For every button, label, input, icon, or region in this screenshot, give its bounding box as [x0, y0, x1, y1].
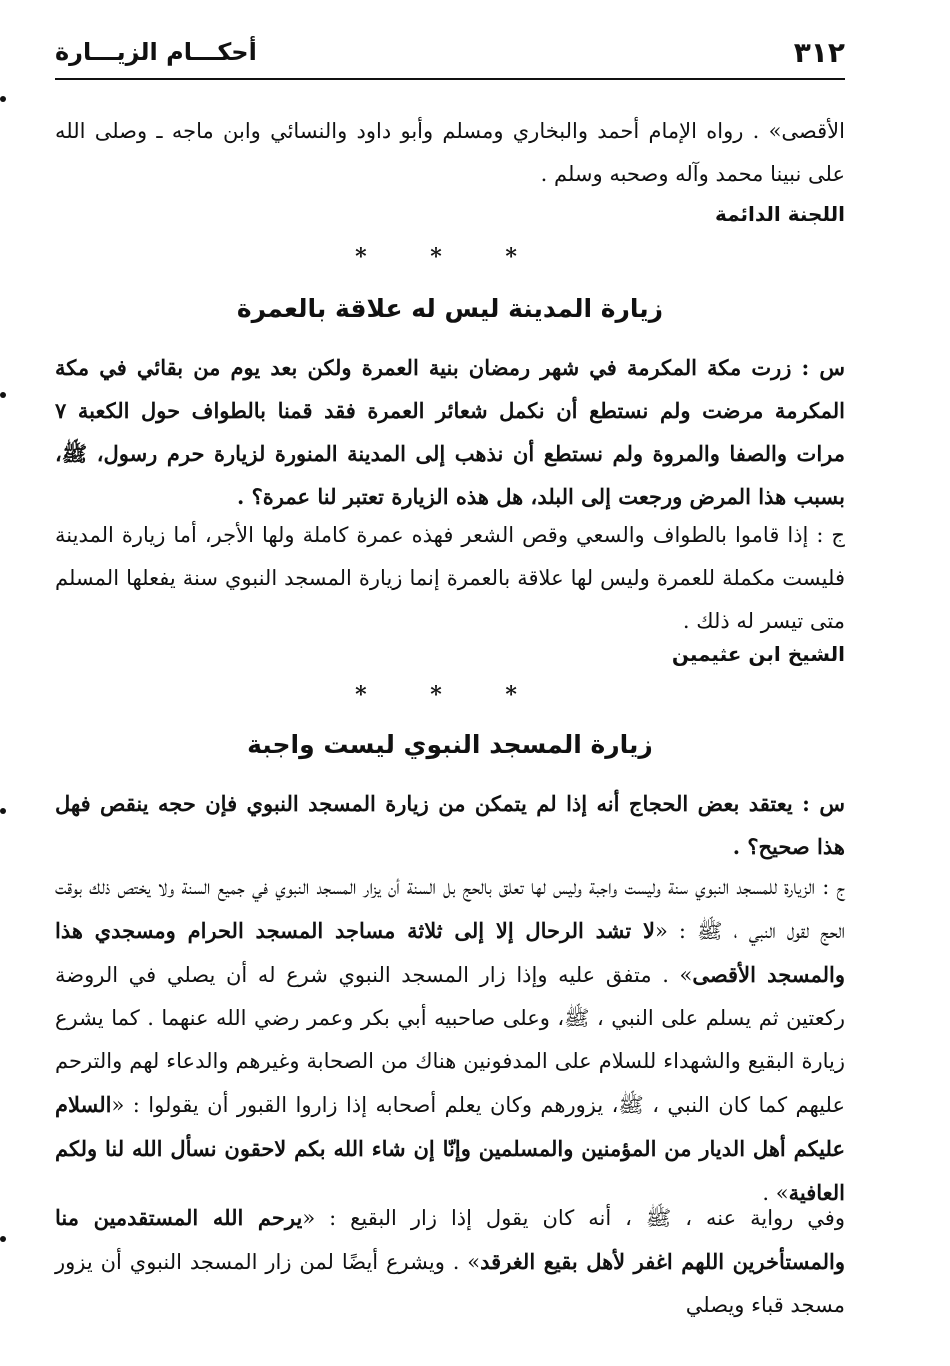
- answer-paragraph: [55, 866, 845, 1215]
- page-header: [55, 36, 845, 74]
- answer-paragraph: ج : إذا قاموا بالطواف والسعي وقص الشعر فهذه عمرة كاملة ولها الأجر، أما زيارة المدينة فليست مكملة للعمرة وليس لها علاقة بالعمرة إنما زيارة المسجد النبوي سنة يفعلها المسلم متى تيسر له ذلك .: [55, 523, 845, 633]
- narration-text: » . ويشرع أيضًا لمن زار المسجد النبوي أن يزور مسجد قباء ويصلي: [55, 1250, 845, 1317]
- hadith-quote: يرحم الله المستقدمين منا والمستأخرين اللهم اغفر لأهل بقيع الغرقد: [55, 1205, 845, 1274]
- margin-dot: [0, 392, 6, 398]
- margin-dot: [0, 96, 6, 102]
- book-page: [55, 0, 845, 1366]
- header-rule: [55, 78, 845, 80]
- signature-sheikh: الشيخ ابن عثيمين: [671, 642, 845, 666]
- answer-text: » .: [762, 1181, 789, 1205]
- narration-paragraph: [55, 1196, 845, 1327]
- question-text: يعتقد بعض الحجاج أنه إذا لم يتمكن من زيارة المسجد النبوي فإن حجه ينقص فهل هذا صحيح؟ .: [55, 791, 845, 859]
- hadith-quote: السلام عليكم أهل الديار من المؤمنين والمسلمين وإنّا إن شاء الله بكم لاحقون نسأل الله لنا ولكم العافية: [55, 1092, 845, 1205]
- question-paragraph: [55, 782, 845, 868]
- question-text: زرت مكة المكرمة في شهر رمضان بنية العمرة ولكن بعد يوم من بقائي في مكة المكرمة مرضت ولم نستطع أن نكمل شعائر العمرة فقد قمنا بالطواف حول الكعبة ٧ مرات والصفا والمروة ولم نستطع أن نذهب إلى المدينة المنورة لزيارة حرم رسول، ﷺ، بسبب هذا المرض ورجعت إلى البلد، هل هذه الزيارة تعتبر لنا عمرة؟ .: [55, 355, 845, 509]
- hadith-quote: لا تشد الرحال إلا إلى ثلاثة مساجد المسجد الحرام ومسجدي هذا والمسجد الأقصى: [55, 918, 845, 987]
- margin-dot: [0, 1236, 6, 1242]
- signature-committee: اللجنة الدائمة: [714, 202, 845, 226]
- margin-dot: [0, 808, 6, 814]
- answer-text: » . متفق عليه وإذا زار المسجد النبوي شرع له أن يصلي في الروضة ركعتين ثم يسلم على النبي ، ﷺ، وعلى صاحبيه أبي بكر وعمر رضي الله عنهما . كما يشرع زيارة البقيع والشهداء للسلام على المدفونين هناك من الصحابة وغيرهم والدعاء لهم والترحم عليهم كما كان النبي ، ﷺ، يزورهم وكان يعلم أصحابه إذا زاروا القبور أن يقولوا : «: [55, 963, 845, 1117]
- separator: * * *: [355, 244, 545, 270]
- continuation-paragraph: الأقصى» . رواه الإمام أحمد والبخاري ومسلم وأبو داود والنسائي وابن ماجه ـ وصلى الله على نبينا محمد وآله وصحبه وسلم .: [55, 119, 845, 186]
- section-title: زيارة المدينة ليس له علاقة بالعمرة: [236, 294, 664, 323]
- narration-text: وفي رواية عنه ، ﷺ ، أنه كان يقول إذا زار البقيع : «: [302, 1206, 845, 1230]
- page-number: ٣١٢: [793, 36, 845, 69]
- question-label: س :: [802, 791, 845, 816]
- question-label: س :: [801, 355, 846, 380]
- answer-text: ج : الزيارة للمسجد النبوي سنة وليست واجبة وليس لها تعلق بالحج بل السنة أن يزار المسجد النبوي في جميع السنة ولا يختص ذلك بوقت الحج لقول النبي ، ﷺ : «: [55, 875, 846, 943]
- running-title: أحكـــام الزيـــارة: [55, 38, 257, 66]
- question-paragraph: [55, 346, 845, 518]
- section-title: زيارة المسجد النبوي ليست واجبة: [247, 730, 653, 759]
- separator: * * *: [355, 682, 545, 708]
